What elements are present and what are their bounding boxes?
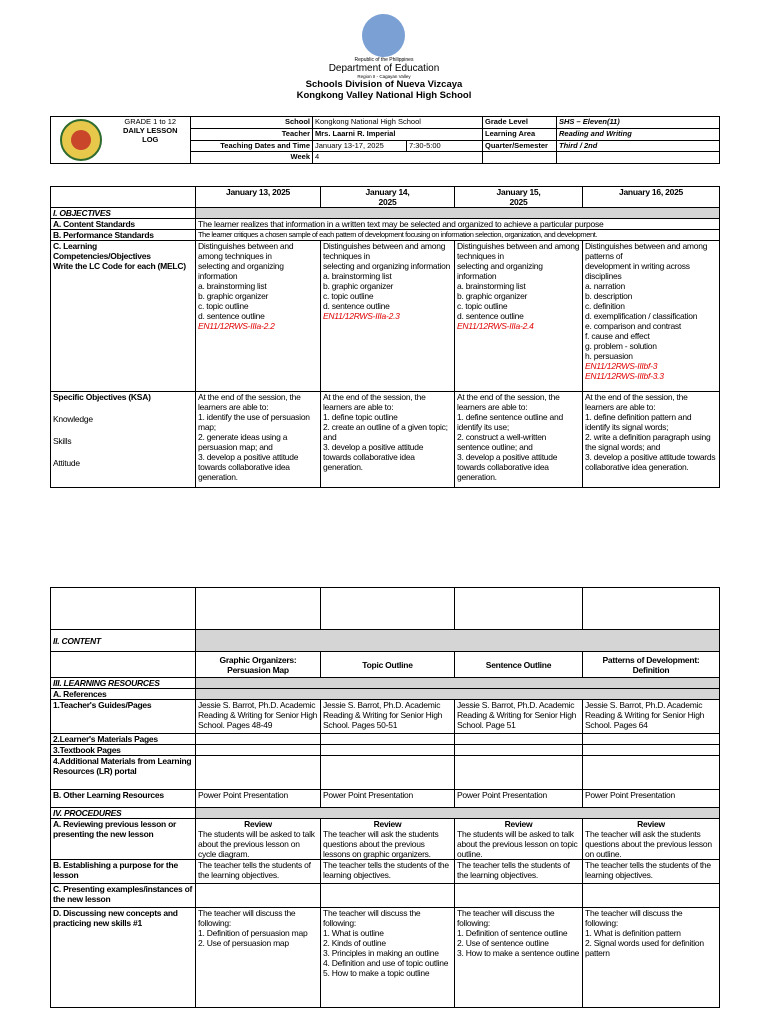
competency-cell (321, 241, 455, 392)
competency-text: Distinguishes between and among techniques in selecting and organizing information a. brainstorming list b. graphic organizer c. topic outline d. sentence outline (323, 241, 451, 311)
teachers-guide-cell: Jessie S. Barrot, Ph.D. Academic Reading & Writing for Senior High School. Pages 50-51 (321, 700, 455, 734)
procedure-b-cell: The teacher tells the students of the learning objectives. (321, 860, 455, 884)
region-line: Region II - Cagayan Valley (357, 74, 411, 79)
content-topic: Topic Outline (321, 652, 455, 678)
other-resources-cell: Power Point Presentation (583, 790, 720, 808)
lc-code: EN11/12RWS-IIIa-2.4 (457, 321, 534, 331)
empty-cell (583, 588, 720, 630)
section-objectives: I. OBJECTIVES (51, 208, 196, 219)
competency-text: Distinguishes between and among patterns of development in writing across disciplines a. narration b. description c. definition d. exemplification / classification e. comparison and contrast f. cause and effect g. problem - solution h. persuasion (585, 241, 708, 361)
dates-label: Teaching Dates and Time (191, 140, 313, 152)
dates-value: January 13-17, 2025 (313, 140, 407, 152)
day-header: January 14, 2025 (321, 187, 455, 208)
empty-cell (196, 756, 321, 790)
competencies-label: C. Learning Competencies/Objectives Write the LC Code for each (MELC) (51, 241, 196, 392)
quarter-value: Third / 2nd (557, 140, 720, 152)
log-label: LOG (142, 135, 159, 144)
section-procedures: IV. PROCEDURES (51, 808, 196, 819)
document-header (0, 57, 768, 101)
ksa-cell: At the end of the session, the learners are able to: 1. define sentence outline and identify its use; 2. construct a well-written sentence outline; and 3. develop a positive attitude towards collaborative idea generation. (455, 392, 583, 488)
school-label: School (191, 117, 313, 129)
grade-level-label: Grade Level (483, 117, 557, 129)
week-value: 4 (313, 152, 483, 164)
teacher-value: Mrs. Laarni R. Imperial (313, 128, 483, 140)
content-standards-label: A. Content Standards (51, 219, 196, 230)
learners-materials-label: 2.Learner's Materials Pages (51, 734, 196, 745)
procedure-d-cell: The teacher will discuss the following: 1. Definition of sentence outline 2. Use of sentence outline 3. How to make a sentence outline (455, 908, 583, 1008)
procedure-a-text: The teacher will ask the students questions about the previous lesson on outline. (585, 829, 712, 859)
week-label: Week (191, 152, 313, 164)
teachers-guide-cell: Jessie S. Barrot, Ph.D. Academic Reading & Writing for Senior High School. Pages 64 (583, 700, 720, 734)
section-content: II. CONTENT (51, 630, 196, 652)
empty-cell (583, 884, 720, 908)
info-table (50, 116, 720, 164)
procedure-a-cell (196, 819, 321, 860)
empty-cell (51, 588, 196, 630)
references-label: A. References (51, 689, 196, 700)
content-topic: Sentence Outline (455, 652, 583, 678)
empty-cell (583, 745, 720, 756)
division-line: Schools Division of Nueva Vizcaya (305, 79, 463, 90)
other-resources-cell: Power Point Presentation (321, 790, 455, 808)
empty-cell (321, 745, 455, 756)
school-line: Kongkong Valley National High School (296, 90, 472, 101)
textbook-label: 3.Textbook Pages (51, 745, 196, 756)
quarter-label: Quarter/Semester (483, 140, 557, 152)
competency-text: Distinguishes between and among techniques in selecting and organizing information a. brainstorming list b. graphic organizer c. topic outline d. sentence outline (198, 241, 294, 321)
dll-label: DAILY LESSON (122, 126, 178, 135)
performance-standards-text: The learner critiques a chosen sample of each pattern of development focusing on information selection, organization, and development. (196, 230, 720, 241)
skills-label: Skills (53, 436, 72, 446)
empty-cell (51, 652, 196, 678)
procedure-d-cell: The teacher will discuss the following: 1. What is outline 2. Kinds of outline 3. Principles in making an outline 4. Definition and use of topic outline 5. How to make a topic outline (321, 908, 455, 1008)
procedure-a-cell (583, 819, 720, 860)
knowledge-label: Knowledge (53, 414, 93, 424)
ksa-cell: At the end of the session, the learners are able to: 1. define topic outline 2. create an outline of a given topic; and 3. develop a positive attitude towards collaborative idea generation. (321, 392, 455, 488)
lc-code: EN11/12RWS-IIIa-2.2 (198, 321, 275, 331)
competency-text: Distinguishes between and among techniques in selecting and organizing information a. brainstorming list b. graphic organizer c. topic outline d. sentence outline (457, 241, 580, 321)
republic-line: Republic of the Philippines (354, 57, 414, 63)
empty-cell (321, 756, 455, 790)
procedure-b-cell: The teacher tells the students of the learning objectives. (196, 860, 321, 884)
content-topic: Graphic Organizers: Persuasion Map (196, 652, 321, 678)
school-value: Kongkong National High School (313, 117, 483, 129)
competency-cell (455, 241, 583, 392)
ksa-cell: At the end of the session, the learners are able to: 1. identify the use of persuasion map; 2. generate ideas using a persuasion map; and 3. develop a positive attitude towards collaborative idea generation. (196, 392, 321, 488)
procedure-b-cell: The teacher tells the students of the learning objectives. (455, 860, 583, 884)
review-heading: Review (373, 819, 402, 829)
gray-band (196, 208, 720, 219)
learning-area-value: Reading and Writing (557, 128, 720, 140)
empty-cell (196, 734, 321, 745)
procedure-d-cell: The teacher will discuss the following: 1. What is definition pattern 2. Signal words used for definition pattern (583, 908, 720, 1008)
empty-cell (557, 152, 720, 164)
empty-cell (51, 187, 196, 208)
procedure-d-cell: The teacher will discuss the following: 1. Definition of persuasion map 2. Use of persuasion map (196, 908, 321, 1008)
procedure-b-cell: The teacher tells the students of the learning objectives. (583, 860, 720, 884)
ksa-cell: At the end of the session, the learners are able to: 1. define definition pattern and identify its signal words; 2. write a definition paragraph using the signal words; and 3. develop a positive attitude towards collaborative idea generation. (583, 392, 720, 488)
content-topic: Patterns of Development: Definition (583, 652, 720, 678)
top-logo-circle (362, 14, 405, 57)
ksa-label: Specific Objectives (KSA) (53, 392, 151, 402)
lc-code: EN11/12RWS-IIIa-2.3 (323, 311, 400, 321)
empty-cell (321, 588, 455, 630)
review-heading: Review (637, 819, 665, 829)
procedure-a-text: The students will be asked to talk about the previous lesson on topic outline. (457, 829, 578, 859)
school-seal-cell (51, 117, 111, 164)
other-resources-cell: Power Point Presentation (196, 790, 321, 808)
time-value: 7:30-5:00 (407, 140, 483, 152)
review-heading: Review (244, 819, 272, 829)
procedure-a-text: The teacher will ask the students questions about the previous lessons on graphic organizers. (323, 829, 439, 859)
other-resources-label: B. Other Learning Resources (51, 790, 196, 808)
day-header: January 13, 2025 (196, 187, 321, 208)
empty-cell (455, 734, 583, 745)
gray-band (196, 678, 720, 689)
empty-cell (196, 745, 321, 756)
deped-line: Department of Education (328, 63, 440, 74)
day-header: January 16, 2025 (583, 187, 720, 208)
lc-code: EN11/12RWS-IIIbf-3 EN11/12RWS-IIIbf-3.3 (585, 361, 664, 381)
teacher-label: Teacher (191, 128, 313, 140)
procedure-a-cell (455, 819, 583, 860)
section-learning-resources: III. LEARNING RESOURCES (51, 678, 196, 689)
ksa-label-cell (51, 392, 196, 488)
empty-cell (321, 734, 455, 745)
gray-band (196, 808, 720, 819)
procedure-b-label: B. Establishing a purpose for the lesson (51, 860, 196, 884)
empty-cell (196, 588, 321, 630)
teachers-guide-label: 1.Teacher's Guides/Pages (51, 700, 196, 734)
gray-band (196, 689, 720, 700)
procedure-c-label: C. Presenting examples/instances of the new lesson (51, 884, 196, 908)
day-header: January 15, 2025 (455, 187, 583, 208)
empty-cell (321, 884, 455, 908)
attitude-label: Attitude (53, 458, 80, 468)
empty-cell (455, 745, 583, 756)
procedure-d-label: D. Discussing new concepts and practicing new skills #1 (51, 908, 196, 1008)
performance-standards-label: B. Performance Standards (51, 230, 196, 241)
procedure-a-cell (321, 819, 455, 860)
grade-label: GRADE 1 to 12 (124, 117, 177, 126)
empty-cell (455, 884, 583, 908)
procedure-a-label: A. Reviewing previous lesson or presenting the new lesson (51, 819, 196, 860)
empty-cell (583, 756, 720, 790)
content-standards-text: The learner realizes that information in a written text may be selected and organized to achieve a particular purpose (196, 219, 720, 230)
additional-materials-label: 4.Additional Materials from Learning Resources (LR) portal (51, 756, 196, 790)
empty-cell (483, 152, 557, 164)
procedure-a-text: The students will be asked to talk about the previous lesson on cycle diagram. (198, 829, 315, 859)
objectives-table (50, 186, 720, 488)
teachers-guide-cell: Jessie S. Barrot, Ph.D. Academic Reading & Writing for Senior High School. Page 51 (455, 700, 583, 734)
competency-cell (196, 241, 321, 392)
empty-cell (455, 588, 583, 630)
grade-level-value: SHS – Eleven(11) (557, 117, 720, 129)
dll-title-cell (111, 117, 191, 164)
gray-band (196, 630, 720, 652)
school-seal (60, 119, 102, 161)
procedures-table (50, 587, 720, 1008)
teachers-guide-cell: Jessie S. Barrot, Ph.D. Academic Reading & Writing for Senior High School. Pages 48-49 (196, 700, 321, 734)
empty-cell (196, 884, 321, 908)
competency-cell (583, 241, 720, 392)
empty-cell (455, 756, 583, 790)
review-heading: Review (504, 819, 533, 829)
other-resources-cell: Power Point Presentation (455, 790, 583, 808)
learning-area-label: Learning Area (483, 128, 557, 140)
empty-cell (583, 734, 720, 745)
